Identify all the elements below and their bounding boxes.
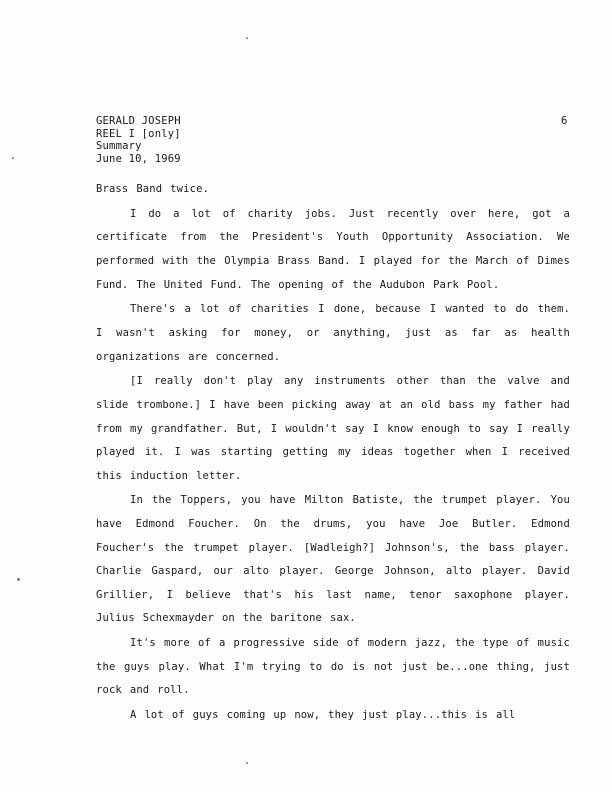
- transcript-body: [96, 178, 570, 729]
- scan-speck: [17, 578, 20, 581]
- paragraph: [I really don't play any instruments other than the valve and slide trombone.] I have been picking away at an old bass my father had from my grandfather. But, I wouldn't say I know enough to say I really played it. I was starting getting my ideas together when I received this induction letter.: [96, 375, 570, 482]
- scan-speck: [246, 37, 248, 39]
- header-doc-type: Summary: [96, 140, 142, 152]
- scan-speck: [12, 157, 14, 159]
- paragraph: I do a lot of charity jobs. Just recently over here, got a certificate from the President's Youth Opportunity Association. We performed with the Olympia Brass Band. I played for the March of Dimes Fund. The United Fund. The opening of the Audubon Park Pool.: [96, 207, 570, 291]
- paragraph: In the Toppers, you have Milton Batiste, the trumpet player. You have Edmond Foucher. On the drums, you have Joe Butler. Edmond Foucher's the trumpet player. [Wadleigh?] Johnson's, the bass player. Charlie Gaspard, our alto player. George Johnson, alto player. David Grillier, I believe that's his last name, tenor saxophone player. Julius Schexmayder on the baritone sax.: [96, 494, 570, 625]
- header-interviewee-name: GERALD JOSEPH: [96, 115, 181, 127]
- header-date: June 10, 1969: [96, 152, 181, 165]
- document-header: [96, 115, 181, 165]
- header-reel: REEL I [only]: [96, 127, 181, 140]
- scan-speck: [246, 762, 248, 764]
- paragraph: There's a lot of charities I done, because I wanted to do them. I wasn't asking for money, or anything, just as far as health organizations are concerned.: [96, 303, 570, 363]
- paragraph: Brass Band twice.: [96, 183, 210, 195]
- page-number: 6: [561, 115, 568, 127]
- paragraph: A lot of guys coming up now, they just play...this is all: [130, 709, 516, 722]
- paragraph: It's more of a progressive side of modern jazz, the type of music the guys play. What I'm trying to do is not just be...one thing, just rock and roll.: [96, 637, 570, 697]
